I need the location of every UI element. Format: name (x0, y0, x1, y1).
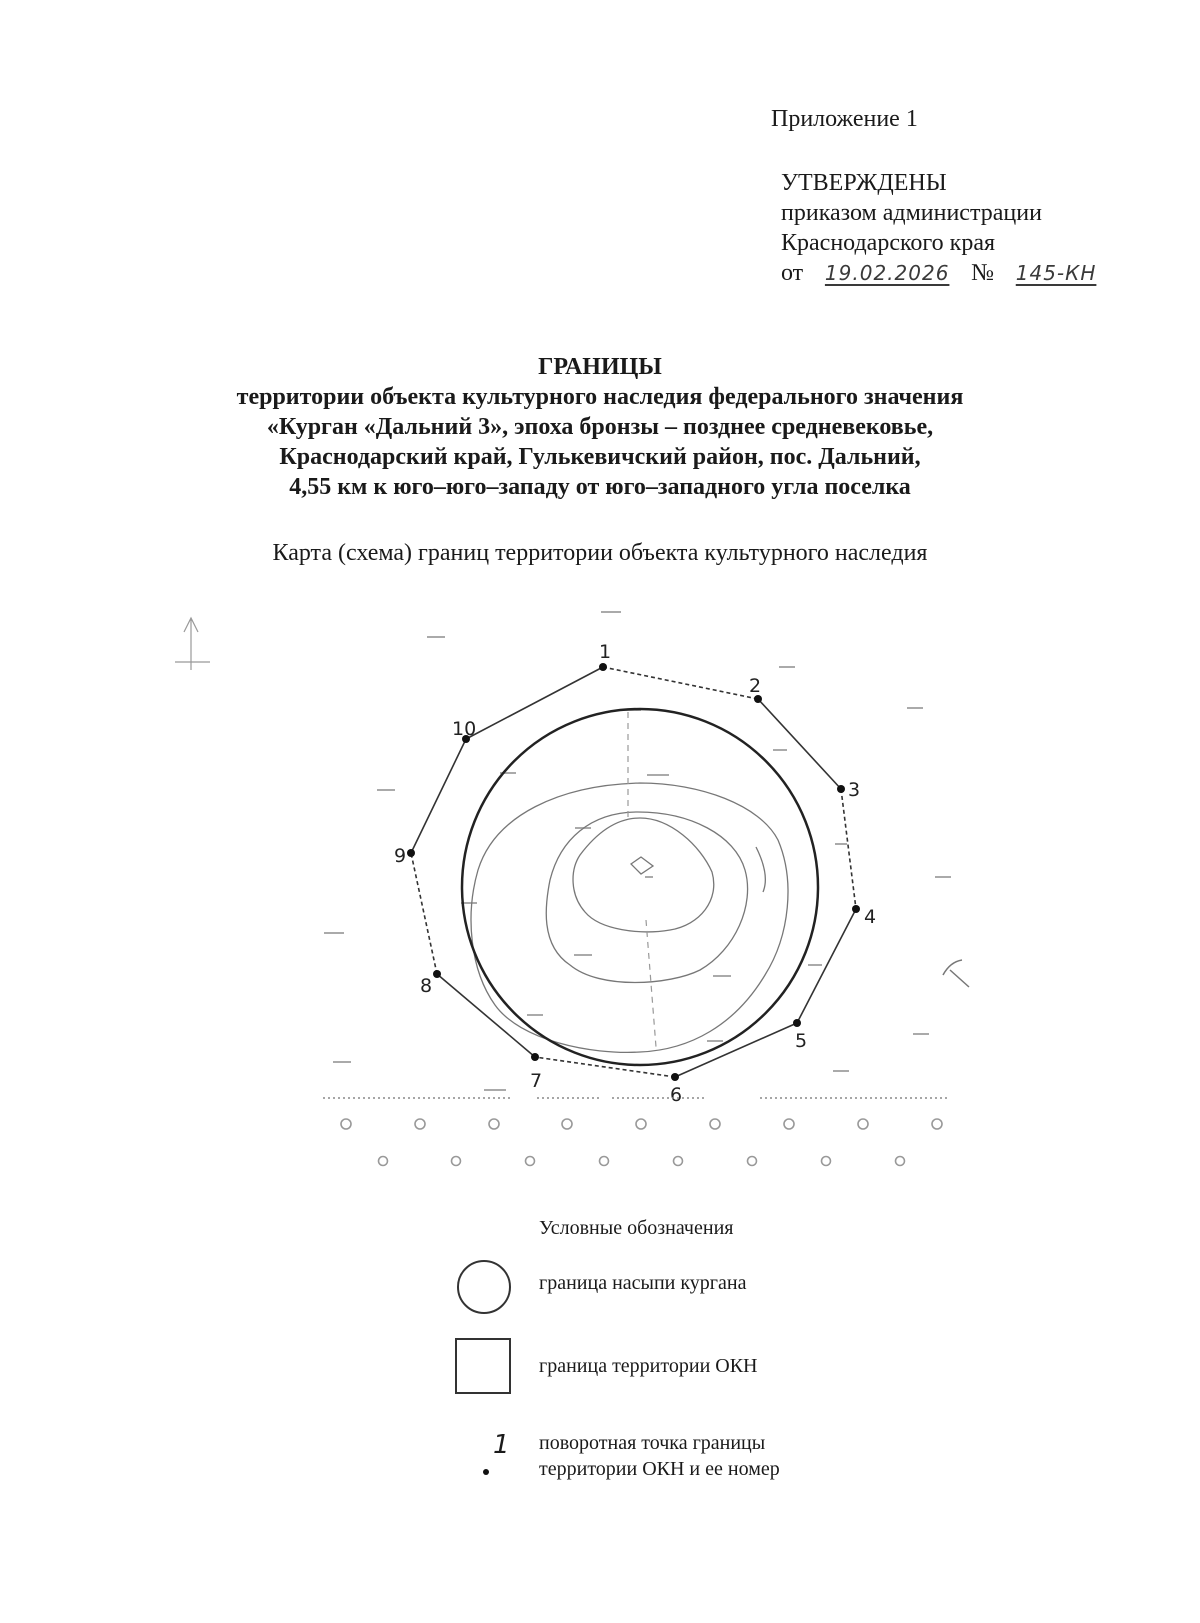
title-main: ГРАНИЦЫ (538, 354, 662, 380)
legend-point-label-line-2: территории ОКН и ее номер (539, 1458, 780, 1480)
title-line-4: 4,55 км к юго–юго–западу от юго–западного угла поселка (289, 474, 911, 500)
legend-mound-symbol (457, 1260, 511, 1314)
order-date-value: 19.02.2026 (824, 261, 950, 285)
turning-point-7 (531, 1053, 539, 1061)
point-label-1: 1 (599, 641, 612, 663)
legend-mound-label: граница насыпи кургана (539, 1272, 747, 1294)
legend-point-label (539, 1430, 780, 1482)
legend-point-symbol (483, 1469, 489, 1475)
point-label-4: 4 (864, 906, 877, 928)
turning-point-5 (793, 1019, 801, 1027)
appendix-label: Приложение 1 (771, 106, 918, 132)
approved-label: УТВЕРЖДЕНЫ (781, 170, 947, 196)
axis-lines (628, 712, 656, 1047)
point-label-2: 2 (749, 675, 762, 697)
region-label: Краснодарского края (781, 230, 996, 256)
edge-mark (943, 960, 969, 987)
point-label-6: 6 (670, 1084, 683, 1106)
turning-point-1 (599, 663, 607, 671)
point-label-7: 7 (530, 1070, 543, 1092)
order-number-value: 145-КН (1015, 261, 1097, 285)
title-line-2: «Курган «Дальний 3», эпоха бронзы – позднее средневековье, (266, 414, 934, 440)
legend-point-label-line-1: поворотная точка границы (539, 1432, 766, 1454)
ring-symbols (341, 1119, 942, 1166)
legend-title: Условные обозначения (539, 1217, 734, 1239)
contour-lines (471, 783, 788, 1052)
point-label-10: 10 (452, 718, 477, 740)
point-label-3: 3 (848, 779, 861, 801)
turning-point-6 (671, 1073, 679, 1081)
number-prefix: № (971, 260, 995, 286)
turning-point-9 (407, 849, 415, 857)
legend-point-number: 1 (493, 1430, 510, 1460)
survey-marks (324, 612, 951, 1090)
legend-territory-label: граница территории ОКН (539, 1355, 758, 1377)
title-line-3: Краснодарский край, Гулькевичский район, пос. Дальний, (279, 444, 921, 470)
legend-territory-symbol (455, 1338, 511, 1394)
date-prefix: от (781, 260, 804, 286)
map-caption: Карта (схема) границ территории объекта культурного наследия (272, 540, 928, 566)
point-label-5: 5 (795, 1030, 808, 1052)
point-label-9: 9 (394, 845, 407, 867)
turning-point-8 (433, 970, 441, 978)
turning-point-4 (852, 905, 860, 913)
turning-point-3 (837, 785, 845, 793)
point-label-8: 8 (420, 975, 433, 997)
order-label: приказом администрации (781, 200, 1042, 226)
title-line-1: территории объекта культурного наследия федерального значения (236, 384, 964, 410)
north-arrow-icon (175, 618, 210, 670)
